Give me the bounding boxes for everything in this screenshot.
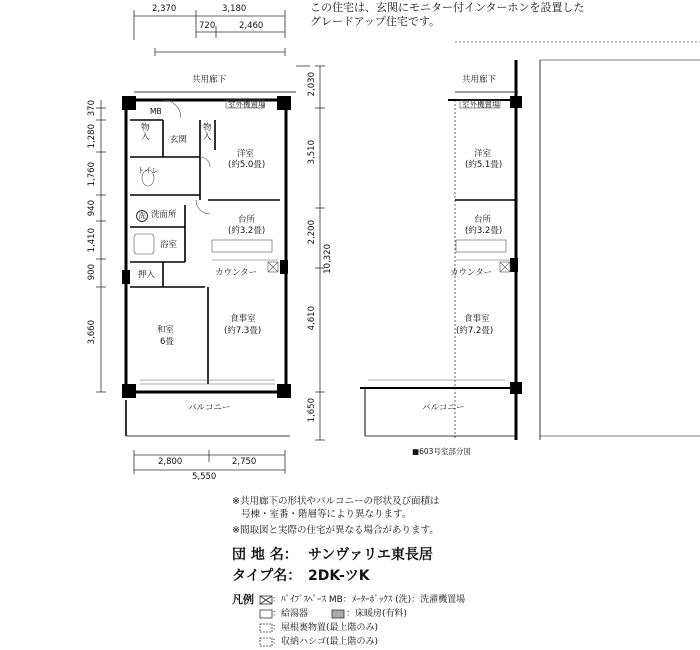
note-line2: グレードアップ住宅です。 bbox=[310, 15, 441, 28]
bath-label: 浴室 bbox=[160, 240, 178, 250]
left-dining-size: (約7.3畳) bbox=[224, 326, 262, 336]
right-balcony-label: バルコニー bbox=[422, 403, 465, 413]
dim-left-4: 940 bbox=[87, 200, 97, 217]
left-counter-label: カウンター bbox=[215, 268, 258, 278]
dim-right-2: 3,510 bbox=[307, 140, 317, 165]
entrance-label: 玄関 bbox=[170, 135, 188, 145]
left-corridor-label: 共用廊下 bbox=[192, 75, 227, 85]
right-kitchen-label: 台所 bbox=[474, 215, 492, 225]
dim-left-1: 370 bbox=[87, 100, 97, 117]
dim-left-2: 1,280 bbox=[87, 124, 97, 149]
note-shape-variation: ※共用廊下の形状やバルコニーの形状及び面積は bbox=[232, 496, 440, 507]
right-corridor-label: 共用廊下 bbox=[462, 75, 497, 85]
right-kitchen-size: (約3.2畳) bbox=[465, 226, 503, 236]
storage-label-1: 物 入 bbox=[141, 123, 150, 143]
left-kitchen-size: (約3.2畳) bbox=[228, 226, 266, 236]
legend-row-attic-storage: ：屋根裏物置(最上階のみ) bbox=[272, 623, 379, 633]
dim-right-3: 2,200 bbox=[307, 220, 317, 245]
dim-right-5: 1,650 bbox=[307, 398, 317, 423]
dim-left-7: 3,660 bbox=[87, 320, 97, 345]
note-shape-variation-2: 号棟・室番・階層等により異なります。 bbox=[241, 509, 412, 520]
washroom-label: 洗面所 bbox=[151, 210, 177, 220]
legend-row-floor-heating: ：床暖房(有料) bbox=[346, 609, 408, 619]
left-western-room-size: (約5.0畳) bbox=[228, 160, 266, 170]
dim-bottom-1: 2,800 bbox=[158, 457, 183, 467]
estate-name-value: サンヴァリエ東長居 bbox=[308, 547, 433, 563]
left-kitchen-label: 台所 bbox=[238, 215, 256, 225]
dim-left-5: 1,410 bbox=[87, 228, 97, 253]
closet-label: 押入 bbox=[138, 270, 156, 280]
type-name-value: 2DK-ツK bbox=[308, 568, 370, 584]
dim-bottom-total: 5,550 bbox=[192, 472, 217, 482]
right-western-room-size: (約5.1畳) bbox=[465, 160, 503, 170]
dim-right-1: 2,030 bbox=[307, 72, 317, 97]
right-western-room-label: 洋室 bbox=[474, 149, 492, 159]
storage-label-2: 物 入 bbox=[203, 123, 212, 143]
dim-right-4: 4,610 bbox=[307, 306, 317, 331]
legend-row-water-heater: ：給湯器 bbox=[272, 609, 309, 619]
right-dining-label: 食事室 bbox=[464, 314, 490, 324]
type-name-label: タイプ名： bbox=[232, 568, 302, 584]
right-outdoor-unit-label: 室外機置場 bbox=[462, 100, 500, 109]
note-line1: この住宅は、玄関にモニター付インターホンを設置した bbox=[310, 1, 585, 14]
dim-top-1: 2,370 bbox=[152, 4, 177, 14]
partial-plan-caption: ■603号室部分図 bbox=[412, 447, 471, 456]
dim-top-2: 3,180 bbox=[222, 4, 247, 14]
left-dining-label: 食事室 bbox=[230, 314, 256, 324]
left-balcony-label: バルコニー bbox=[188, 403, 231, 413]
japanese-room-size: 6畳 bbox=[160, 337, 174, 347]
legend-title: 凡例 bbox=[232, 593, 254, 606]
meter-box-label: MB bbox=[150, 107, 162, 116]
right-counter-label: カウンター bbox=[450, 268, 493, 278]
dim-left-3: 1,760 bbox=[87, 162, 97, 187]
dim-total-vertical: 10,320 bbox=[323, 244, 333, 274]
right-dining-size: (約7.2畳) bbox=[456, 326, 494, 336]
left-outdoor-unit-label: 室外機置場 bbox=[228, 100, 266, 109]
legend-row-storage-ladder: ：収納ハシゴ(最上階のみ) bbox=[272, 637, 379, 647]
dim-bottom-2: 2,750 bbox=[232, 457, 257, 467]
legend-row-pipe-meter-washer: ：ﾊﾟｲﾌﾟｽﾍﾟｰｽ MB：ﾒｰﾀｰﾎﾞｯｸｽ (洗)：洗濯機置場 bbox=[272, 595, 466, 605]
dim-top-4: 2,460 bbox=[239, 21, 264, 31]
dim-left-6: 900 bbox=[87, 264, 97, 281]
estate-name-label: 団 地 名： bbox=[232, 547, 298, 563]
toilet-label: トイレ bbox=[137, 166, 160, 175]
left-western-room-label: 洋室 bbox=[237, 149, 255, 159]
washer-mark: 洗 bbox=[136, 210, 148, 222]
note-plan-difference: ※間取図と実際の住宅が異なる場合があります。 bbox=[232, 525, 439, 536]
dim-top-3: 720 bbox=[199, 21, 216, 31]
japanese-room-label: 和室 bbox=[157, 325, 175, 335]
